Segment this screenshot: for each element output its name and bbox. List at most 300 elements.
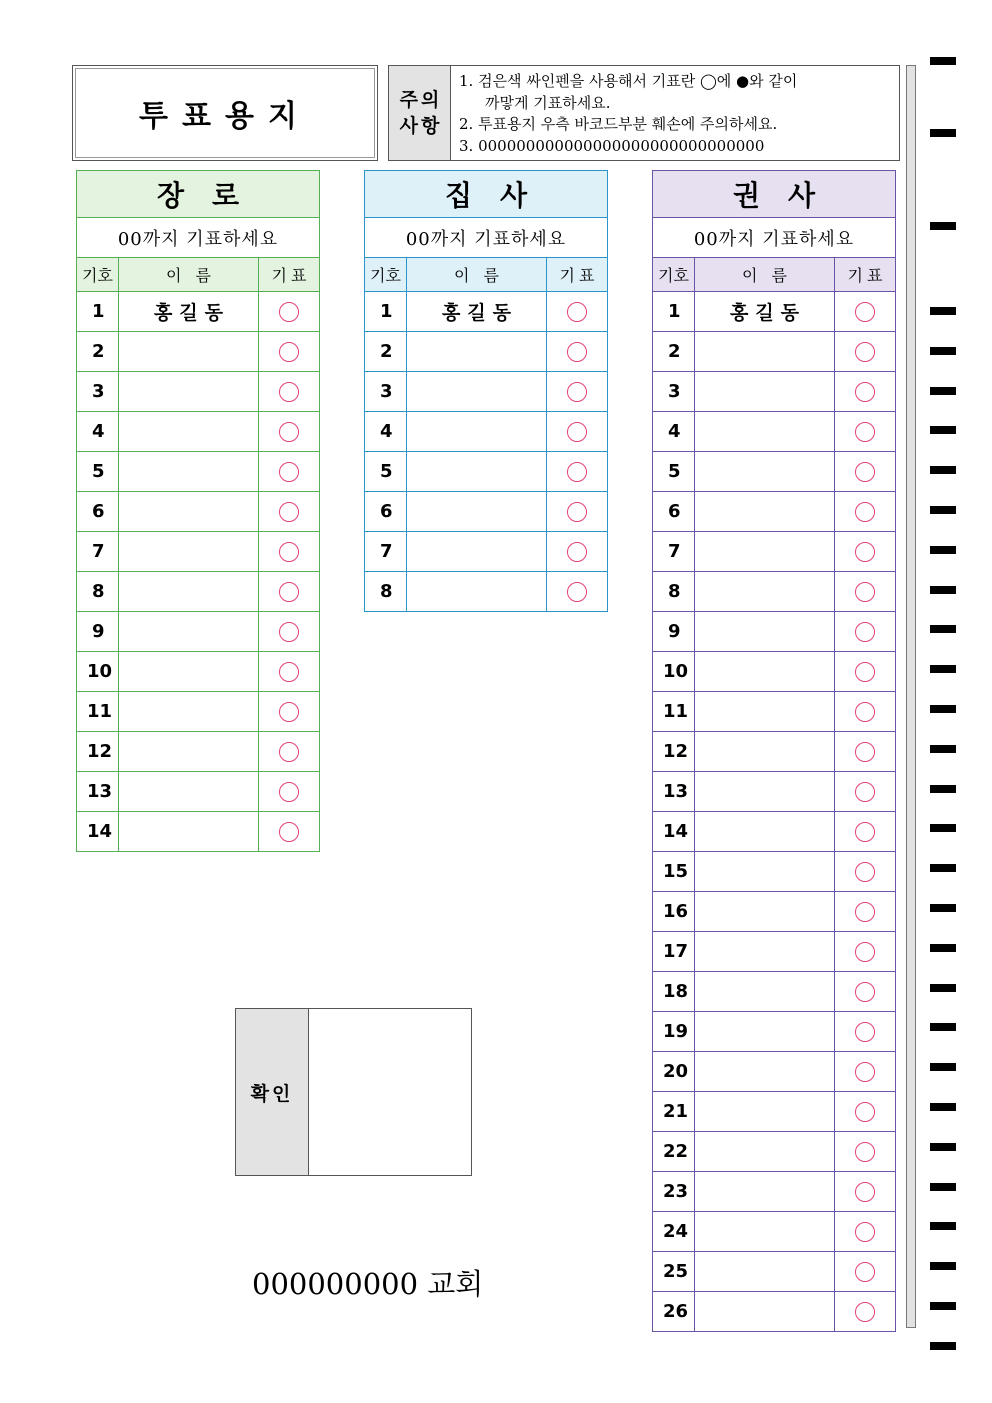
barcode-mark: [930, 506, 956, 514]
candidate-number: 3: [77, 372, 119, 412]
barcode-mark: [930, 984, 956, 992]
mark-cell[interactable]: [547, 532, 608, 572]
vote-circle-icon[interactable]: [567, 422, 587, 442]
mark-cell[interactable]: [835, 732, 896, 772]
mark-cell[interactable]: [259, 332, 320, 372]
candidate-number: 8: [653, 572, 695, 612]
notice-item-3: 3. 000000000000000000000000000000: [459, 136, 765, 155]
vote-circle-icon[interactable]: [279, 662, 299, 682]
column-number-header: 기호: [77, 258, 119, 292]
vote-circle-icon[interactable]: [279, 302, 299, 322]
candidate-number: 24: [653, 1212, 695, 1252]
vote-circle-icon[interactable]: [279, 742, 299, 762]
barcode-mark: [930, 466, 956, 474]
mark-cell[interactable]: [259, 532, 320, 572]
candidate-number: 6: [365, 492, 407, 532]
candidate-number: 7: [77, 532, 119, 572]
mark-cell[interactable]: [259, 772, 320, 812]
candidate-name: [407, 332, 547, 372]
candidate-row: [365, 572, 608, 612]
mark-cell[interactable]: [835, 1012, 896, 1052]
column-name-header: 이름: [407, 258, 547, 292]
ballot-title: 투표용지: [72, 65, 378, 161]
vote-circle-icon[interactable]: [279, 702, 299, 722]
vote-circle-icon[interactable]: [567, 582, 587, 602]
exhorter-title: 권사: [653, 171, 896, 218]
candidate-name: [695, 932, 835, 972]
notice-item-1: 1. 검은색 싸인펜을 사용해서 기표란 ◯에 ●와 같이: [459, 72, 798, 90]
mark-cell[interactable]: [259, 292, 320, 332]
barcode-mark: [930, 387, 956, 395]
vote-circle-icon[interactable]: [279, 502, 299, 522]
candidate-row: [77, 812, 320, 852]
candidate-name: [407, 572, 547, 612]
barcode-mark: [930, 57, 956, 65]
vote-circle-icon[interactable]: [567, 462, 587, 482]
candidate-row: [653, 532, 896, 572]
vote-circle-icon[interactable]: [279, 462, 299, 482]
candidate-row: [77, 372, 320, 412]
candidate-number: 9: [653, 612, 695, 652]
candidate-row: [77, 772, 320, 812]
barcode-mark: [930, 1063, 956, 1071]
candidate-row: [653, 1132, 896, 1172]
barcode-mark: [930, 785, 956, 793]
candidate-number: 11: [653, 692, 695, 732]
deacon-header-row: [365, 171, 608, 218]
vote-circle-icon[interactable]: [855, 1222, 875, 1242]
candidate-name: [695, 1052, 835, 1092]
mark-cell[interactable]: [835, 1172, 896, 1212]
candidate-name: [695, 812, 835, 852]
barcode-mark: [930, 904, 956, 912]
candidate-name: [695, 732, 835, 772]
candidate-number: 10: [77, 652, 119, 692]
vote-circle-icon[interactable]: [279, 822, 299, 842]
deacon-instruction-row: [365, 218, 608, 258]
candidate-name: [695, 452, 835, 492]
vote-circle-icon[interactable]: [855, 1142, 875, 1162]
vote-circle-icon[interactable]: [567, 382, 587, 402]
notice-box: [388, 65, 900, 161]
mark-cell[interactable]: [835, 532, 896, 572]
vote-circle-icon[interactable]: [855, 582, 875, 602]
mark-cell[interactable]: [259, 452, 320, 492]
candidate-row: [653, 892, 896, 932]
vote-circle-icon[interactable]: [855, 702, 875, 722]
candidate-name: [119, 772, 259, 812]
candidate-name: [695, 1212, 835, 1252]
mark-cell[interactable]: [835, 932, 896, 972]
elder-instruction-row: [77, 218, 320, 258]
candidate-number: 5: [653, 452, 695, 492]
vote-circle-icon[interactable]: [279, 542, 299, 562]
candidate-number: 1: [77, 292, 119, 332]
candidate-number: 9: [77, 612, 119, 652]
mark-cell[interactable]: [259, 612, 320, 652]
vote-circle-icon[interactable]: [855, 502, 875, 522]
notice-label: [389, 66, 451, 160]
vote-circle-icon[interactable]: [855, 1182, 875, 1202]
mark-cell[interactable]: [259, 652, 320, 692]
notice-label-bottom: 사항: [399, 115, 443, 137]
candidate-name: 홍길동: [119, 292, 259, 332]
candidate-row: [653, 692, 896, 732]
vote-circle-icon[interactable]: [567, 542, 587, 562]
candidate-number: 11: [77, 692, 119, 732]
candidate-name: [119, 452, 259, 492]
candidate-row: [653, 812, 896, 852]
candidate-name: [695, 572, 835, 612]
candidate-number: 8: [365, 572, 407, 612]
column-number-header: 기호: [653, 258, 695, 292]
candidate-row: [77, 532, 320, 572]
candidate-name: [695, 1252, 835, 1292]
mark-cell[interactable]: [547, 572, 608, 612]
candidate-number: 14: [77, 812, 119, 852]
mark-cell[interactable]: [835, 972, 896, 1012]
candidate-name: [695, 1092, 835, 1132]
elder-column-header: [77, 258, 320, 292]
barcode-mark: [930, 1183, 956, 1191]
mark-cell[interactable]: [259, 572, 320, 612]
barcode-rail: [906, 65, 916, 1328]
candidate-row: [653, 1172, 896, 1212]
candidate-name: [407, 372, 547, 412]
candidate-row: [77, 692, 320, 732]
exhorter-instruction-row: [653, 218, 896, 258]
candidate-number: 15: [653, 852, 695, 892]
candidate-row: [653, 972, 896, 1012]
vote-circle-icon[interactable]: [855, 782, 875, 802]
candidate-number: 13: [653, 772, 695, 812]
candidate-number: 7: [365, 532, 407, 572]
candidate-row: [77, 332, 320, 372]
mark-cell[interactable]: [835, 292, 896, 332]
column-mark-header: 기표: [547, 258, 608, 292]
candidate-number: 25: [653, 1252, 695, 1292]
candidate-name: [695, 1012, 835, 1052]
mark-cell[interactable]: [547, 492, 608, 532]
candidate-row: [653, 612, 896, 652]
mark-cell[interactable]: [547, 452, 608, 492]
candidate-number: 26: [653, 1292, 695, 1332]
candidate-row: [653, 1292, 896, 1332]
mark-cell[interactable]: [547, 332, 608, 372]
elder-table: [76, 170, 320, 852]
candidate-name: [119, 372, 259, 412]
candidate-number: 13: [77, 772, 119, 812]
mark-cell[interactable]: [835, 452, 896, 492]
notice-item-2: 2. 투표용지 우측 바코드부분 훼손에 주의하세요.: [459, 115, 778, 133]
vote-circle-icon[interactable]: [855, 942, 875, 962]
column-name-header: 이름: [119, 258, 259, 292]
vote-circle-icon[interactable]: [855, 742, 875, 762]
vote-circle-icon[interactable]: [279, 382, 299, 402]
candidate-row: [365, 412, 608, 452]
vote-circle-icon[interactable]: [855, 1022, 875, 1042]
mark-cell[interactable]: [835, 1292, 896, 1332]
elder-title: 장로: [77, 171, 320, 218]
barcode-mark: [930, 546, 956, 554]
candidate-name: [695, 492, 835, 532]
mark-cell[interactable]: [547, 372, 608, 412]
candidate-number: 17: [653, 932, 695, 972]
candidate-row: [653, 572, 896, 612]
candidate-number: 20: [653, 1052, 695, 1092]
candidate-name: [695, 372, 835, 412]
vote-circle-icon[interactable]: [279, 582, 299, 602]
vote-circle-icon[interactable]: [279, 622, 299, 642]
vote-circle-icon[interactable]: [855, 542, 875, 562]
vote-circle-icon[interactable]: [567, 502, 587, 522]
candidate-name: [407, 452, 547, 492]
candidate-row: [365, 292, 608, 332]
mark-cell[interactable]: [835, 412, 896, 452]
barcode-mark: [930, 307, 956, 315]
vote-circle-icon[interactable]: [855, 302, 875, 322]
candidate-number: 18: [653, 972, 695, 1012]
column-name-header: 이름: [695, 258, 835, 292]
mark-cell[interactable]: [835, 652, 896, 692]
candidate-name: [119, 652, 259, 692]
deacon-column-header: [365, 258, 608, 292]
candidate-row: [365, 372, 608, 412]
candidate-row: [653, 1052, 896, 1092]
mark-cell[interactable]: [259, 372, 320, 412]
barcode-mark: [930, 665, 956, 673]
mark-cell[interactable]: [835, 332, 896, 372]
candidate-name: [119, 732, 259, 772]
vote-circle-icon[interactable]: [855, 862, 875, 882]
barcode-mark: [930, 944, 956, 952]
candidate-row: [653, 852, 896, 892]
candidate-row: [653, 1212, 896, 1252]
candidate-number: 2: [77, 332, 119, 372]
barcode-mark: [930, 129, 956, 137]
mark-cell[interactable]: [547, 412, 608, 452]
candidate-number: 8: [77, 572, 119, 612]
mark-cell[interactable]: [259, 492, 320, 532]
vote-circle-icon[interactable]: [855, 982, 875, 1002]
candidate-row: [77, 292, 320, 332]
exhorter-instruction: 00까지 기표하세요: [653, 218, 896, 258]
exhorter-column-header: [653, 258, 896, 292]
vote-circle-icon[interactable]: [855, 1302, 875, 1322]
candidate-name: 홍길동: [407, 292, 547, 332]
candidate-number: 1: [653, 292, 695, 332]
mark-cell[interactable]: [835, 692, 896, 732]
notice-item-1-cont: 까맣게 기표하세요.: [485, 93, 611, 112]
vote-circle-icon[interactable]: [855, 1262, 875, 1282]
mark-cell[interactable]: [259, 812, 320, 852]
candidate-name: [119, 572, 259, 612]
candidate-name: [119, 612, 259, 652]
candidate-name: [119, 332, 259, 372]
church-name: 000000000 교회: [252, 1267, 484, 1301]
candidate-name: [695, 972, 835, 1012]
candidate-number: 12: [653, 732, 695, 772]
barcode-mark: [930, 1143, 956, 1151]
candidate-name: [695, 692, 835, 732]
vote-circle-icon[interactable]: [855, 1102, 875, 1122]
deacon-title: 집사: [365, 171, 608, 218]
candidate-name: [407, 532, 547, 572]
candidate-number: 12: [77, 732, 119, 772]
mark-cell[interactable]: [835, 1212, 896, 1252]
candidate-number: 16: [653, 892, 695, 932]
candidate-number: 1: [365, 292, 407, 332]
barcode-mark: [930, 1342, 956, 1350]
mark-cell[interactable]: [547, 292, 608, 332]
confirm-box: [235, 1008, 472, 1176]
candidate-number: 4: [365, 412, 407, 452]
candidate-name: [119, 492, 259, 532]
candidate-row: [653, 932, 896, 972]
vote-circle-icon[interactable]: [855, 462, 875, 482]
exhorter-table: [652, 170, 896, 1332]
candidate-number: 2: [653, 332, 695, 372]
mark-cell[interactable]: [835, 1132, 896, 1172]
vote-circle-icon[interactable]: [855, 422, 875, 442]
candidate-name: [695, 892, 835, 932]
mark-cell[interactable]: [835, 1252, 896, 1292]
barcode-mark: [930, 1103, 956, 1111]
barcode-mark: [930, 1023, 956, 1031]
mark-cell[interactable]: [835, 492, 896, 532]
vote-circle-icon[interactable]: [279, 782, 299, 802]
barcode-mark: [930, 1302, 956, 1310]
barcode-mark: [930, 745, 956, 753]
vote-circle-icon[interactable]: [855, 1062, 875, 1082]
confirm-label: 확인: [236, 1009, 309, 1175]
candidate-name: [695, 1172, 835, 1212]
mark-cell[interactable]: [835, 612, 896, 652]
vote-circle-icon[interactable]: [855, 902, 875, 922]
candidate-number: 3: [365, 372, 407, 412]
vote-circle-icon[interactable]: [855, 382, 875, 402]
mark-cell[interactable]: [259, 732, 320, 772]
mark-cell[interactable]: [835, 372, 896, 412]
candidate-name: [695, 652, 835, 692]
barcode-mark: [930, 625, 956, 633]
candidate-name: [695, 332, 835, 372]
candidate-name: [407, 492, 547, 532]
candidate-name: [119, 412, 259, 452]
candidate-row: [653, 652, 896, 692]
vote-circle-icon[interactable]: [567, 302, 587, 322]
candidate-row: [77, 732, 320, 772]
candidate-row: [653, 1012, 896, 1052]
candidate-name: [695, 772, 835, 812]
mark-cell[interactable]: [259, 692, 320, 732]
barcode-mark: [930, 824, 956, 832]
candidate-row: [365, 532, 608, 572]
mark-cell[interactable]: [835, 892, 896, 932]
candidate-name: [695, 1132, 835, 1172]
barcode-mark: [930, 222, 956, 230]
candidate-row: [77, 572, 320, 612]
barcode-mark: [930, 864, 956, 872]
candidate-row: [653, 1252, 896, 1292]
mark-cell[interactable]: [835, 1092, 896, 1132]
candidate-number: 5: [77, 452, 119, 492]
candidate-row: [653, 732, 896, 772]
candidate-row: [653, 292, 896, 332]
candidate-row: [365, 492, 608, 532]
elder-header-row: [77, 171, 320, 218]
exhorter-header-row: [653, 171, 896, 218]
vote-circle-icon[interactable]: [855, 622, 875, 642]
confirm-signature-area[interactable]: [309, 1009, 471, 1175]
deacon-table: [364, 170, 608, 612]
mark-cell[interactable]: [835, 1052, 896, 1092]
barcode-mark: [930, 1222, 956, 1230]
candidate-row: [653, 1092, 896, 1132]
candidate-row: [653, 372, 896, 412]
mark-cell[interactable]: [835, 852, 896, 892]
mark-cell[interactable]: [835, 772, 896, 812]
candidate-number: 19: [653, 1012, 695, 1052]
vote-circle-icon[interactable]: [279, 422, 299, 442]
vote-circle-icon[interactable]: [855, 662, 875, 682]
candidate-row: [653, 332, 896, 372]
candidate-row: [653, 772, 896, 812]
candidate-name: 홍길동: [695, 292, 835, 332]
candidate-row: [365, 332, 608, 372]
candidate-row: [77, 452, 320, 492]
candidate-number: 21: [653, 1092, 695, 1132]
vote-circle-icon[interactable]: [855, 822, 875, 842]
candidate-row: [653, 492, 896, 532]
candidate-number: 7: [653, 532, 695, 572]
candidate-number: 6: [77, 492, 119, 532]
vote-circle-icon[interactable]: [567, 342, 587, 362]
candidate-number: 10: [653, 652, 695, 692]
column-mark-header: 기표: [259, 258, 320, 292]
barcode-mark: [930, 1262, 956, 1270]
barcode-mark: [930, 347, 956, 355]
vote-circle-icon[interactable]: [855, 342, 875, 362]
candidate-number: 4: [653, 412, 695, 452]
candidate-name: [119, 532, 259, 572]
deacon-instruction: 00까지 기표하세요: [365, 218, 608, 258]
candidate-row: [77, 412, 320, 452]
candidate-row: [365, 452, 608, 492]
candidate-name: [695, 532, 835, 572]
elder-instruction: 00까지 기표하세요: [77, 218, 320, 258]
vote-circle-icon[interactable]: [279, 342, 299, 362]
notice-list: [451, 66, 797, 160]
candidate-name: [695, 412, 835, 452]
column-mark-header: 기표: [835, 258, 896, 292]
candidate-number: 2: [365, 332, 407, 372]
candidate-name: [407, 412, 547, 452]
candidate-number: 23: [653, 1172, 695, 1212]
mark-cell[interactable]: [835, 572, 896, 612]
candidate-name: [695, 1292, 835, 1332]
notice-label-top: 주의: [399, 89, 443, 111]
candidate-name: [695, 852, 835, 892]
candidate-row: [77, 612, 320, 652]
mark-cell[interactable]: [259, 412, 320, 452]
candidate-row: [653, 452, 896, 492]
candidate-number: 3: [653, 372, 695, 412]
candidate-number: 6: [653, 492, 695, 532]
candidate-number: 14: [653, 812, 695, 852]
mark-cell[interactable]: [835, 812, 896, 852]
candidate-row: [77, 652, 320, 692]
